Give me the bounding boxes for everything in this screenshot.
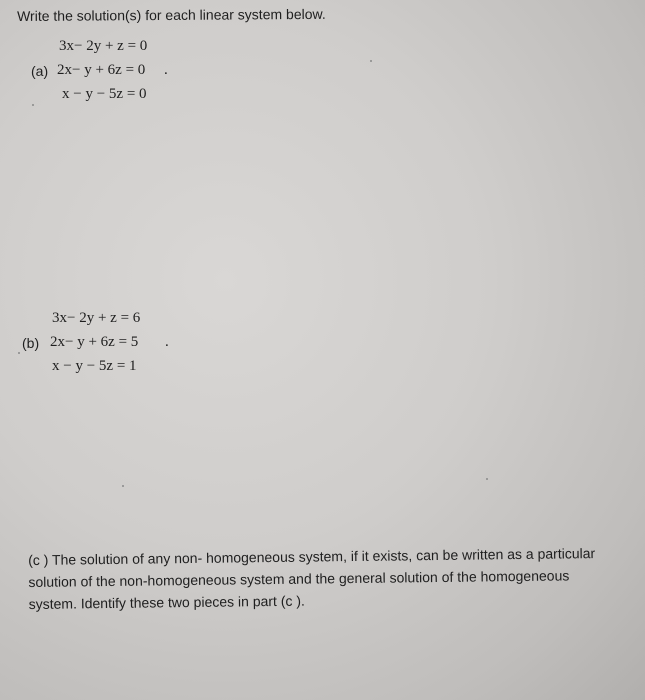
part-c-line: (c ) The solution of any non- homogeneous system, if it exists, can be written as a particular bbox=[28, 545, 596, 568]
paper-speck bbox=[32, 104, 34, 106]
instructions-heading: Write the solution(s) for each linear system below. bbox=[17, 5, 326, 24]
equation-a2: 2x− y + 6z = 0 bbox=[57, 62, 146, 78]
part-c-paragraph bbox=[28, 542, 619, 615]
part-c-line: system. Identify these two pieces in part (c ). bbox=[28, 592, 305, 612]
equation-b2: 2x− y + 6z = 5 bbox=[50, 334, 139, 350]
part-a-label: (a) bbox=[31, 63, 49, 79]
part-b-label: (b) bbox=[22, 335, 40, 351]
equation-b3: x − y − 5z = 1 bbox=[52, 358, 137, 374]
paper-speck bbox=[486, 478, 488, 480]
paper-speck bbox=[370, 60, 372, 62]
equation-a1: 3x− 2y + z = 0 bbox=[59, 38, 148, 54]
paper-speck bbox=[122, 485, 124, 487]
part-c-line: solution of the non-homogeneous system and the general solution of the homogeneous bbox=[28, 567, 570, 590]
equation-a3: x − y − 5z = 0 bbox=[62, 86, 147, 102]
paper-speck bbox=[18, 352, 20, 354]
trailing-period-b: . bbox=[165, 334, 169, 350]
trailing-period-a: . bbox=[164, 62, 168, 78]
equation-b1: 3x− 2y + z = 6 bbox=[52, 310, 141, 326]
